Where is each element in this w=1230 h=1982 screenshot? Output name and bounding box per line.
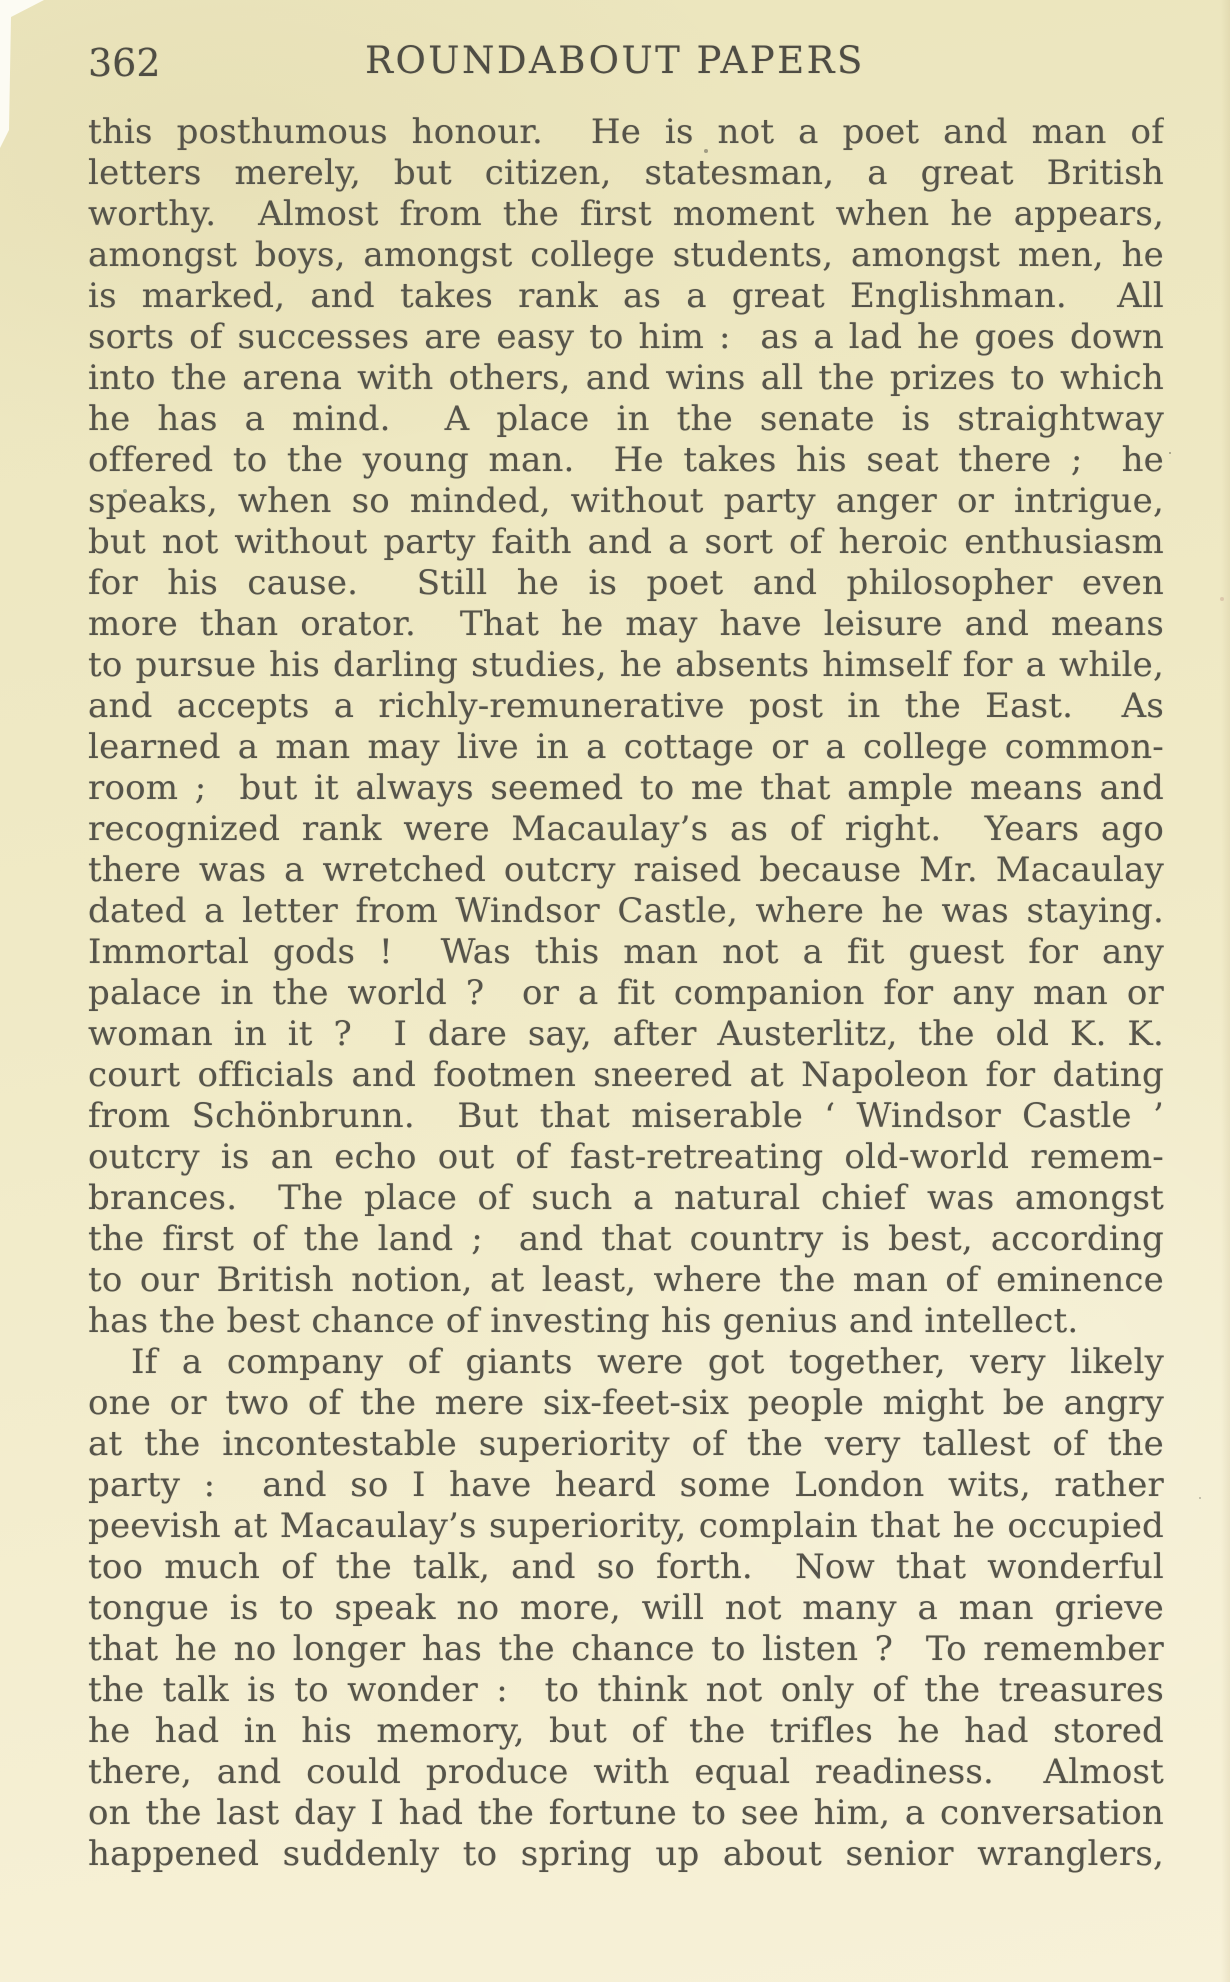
text-line: dated a letter from Windsor Castle, where he was staying. xyxy=(88,891,1164,931)
page-edge-shading xyxy=(1221,0,1230,1982)
text-line: palace in the world ? or a fit companion for any man or xyxy=(88,973,1164,1013)
text-line: he has a mind. A place in the senate is straightway xyxy=(88,399,1164,439)
text-line: worthy. Almost from the first moment when he appears, xyxy=(88,194,1164,234)
text-line: for his cause. Still he is poet and philosopher even xyxy=(88,563,1164,603)
text-line: amongst boys, amongst college students, amongst men, he xyxy=(88,235,1164,275)
text-line: too much of the talk, and so forth. Now that wonderful xyxy=(88,1547,1164,1587)
text-line: offered to the young man. He takes his seat there ; he xyxy=(88,440,1164,480)
text-line: brances. The place of such a natural chief was amongst xyxy=(88,1178,1164,1218)
running-title: ROUNDABOUT PAPERS xyxy=(365,39,865,82)
text-line: there was a wretched outcry raised because Mr. Macaulay xyxy=(88,850,1164,890)
page-number: 362 xyxy=(88,41,161,85)
text-line: the first of the land ; and that country is best, according xyxy=(88,1219,1164,1259)
text-line: tongue is to speak no more, will not many a man grieve xyxy=(88,1588,1164,1628)
text-line: more than orator. That he may have leisure and means xyxy=(88,604,1164,644)
text-line: Immortal gods ! Was this man not a fit guest for any xyxy=(88,932,1164,972)
text-line: If a company of giants were got together, very likely xyxy=(131,1342,1164,1382)
text-line: at the incontestable superiority of the very tallest of the xyxy=(88,1424,1164,1464)
text-line: and accepts a richly-remunerative post in the East. As xyxy=(88,686,1164,726)
text-line: party : and so I have heard some London wits, rather xyxy=(88,1465,1164,1505)
text-line: woman in it ? I dare say, after Austerlitz, the old K. K. xyxy=(88,1014,1164,1054)
text-line: there, and could produce with equal readiness. Almost xyxy=(88,1752,1164,1792)
text-line: this posthumous honour. He is not a poet and man of xyxy=(88,112,1164,152)
text-line: but not without party faith and a sort of heroic enthusiasm xyxy=(88,522,1164,562)
text-line: recognized rank were Macaulay’s as of right. Years ago xyxy=(88,809,1164,849)
text-line: court officials and footmen sneered at Napoleon for dating xyxy=(88,1055,1164,1095)
text-line: one or two of the mere six-feet-six people might be angry xyxy=(88,1383,1164,1423)
text-line: peevish at Macaulay’s superiority, complain that he occupied xyxy=(88,1506,1164,1546)
text-line: into the arena with others, and wins all the prizes to which xyxy=(88,358,1164,398)
text-line: speaks, when so minded, without party anger or intrigue, xyxy=(88,481,1164,521)
text-line: on the last day I had the fortune to see him, a conversation xyxy=(88,1793,1164,1833)
text-line: sorts of successes are easy to him : as a lad he goes down xyxy=(88,317,1164,357)
text-line: to our British notion, at least, where the man of eminence xyxy=(88,1260,1164,1300)
text-line: happened suddenly to spring up about senior wranglers, xyxy=(88,1834,1164,1874)
text-line: from Schönbrunn. But that miserable ‘ Windsor Castle ’ xyxy=(88,1096,1164,1136)
text-line: to pursue his darling studies, he absents himself for a while, xyxy=(88,645,1164,685)
text-block xyxy=(88,112,1164,1875)
page-header xyxy=(0,39,1230,86)
text-line: the talk is to wonder : to think not only of the treasures xyxy=(88,1670,1164,1710)
text-line: outcry is an echo out of fast-retreating old-world remem- xyxy=(88,1137,1164,1177)
text-line: he had in his memory, but of the trifles he had stored xyxy=(88,1711,1164,1751)
text-line: is marked, and takes rank as a great Englishman. All xyxy=(88,276,1164,316)
text-line: that he no longer has the chance to listen ? To remember xyxy=(88,1629,1164,1669)
text-line: has the best chance of investing his genius and intellect. xyxy=(88,1301,1079,1341)
ink-specks xyxy=(0,0,2,2)
text-line: learned a man may live in a cottage or a college common- xyxy=(88,727,1164,767)
text-line: letters merely, but citizen, statesman, a great British xyxy=(88,153,1164,193)
text-line: room ; but it always seemed to me that ample means and xyxy=(88,768,1164,808)
